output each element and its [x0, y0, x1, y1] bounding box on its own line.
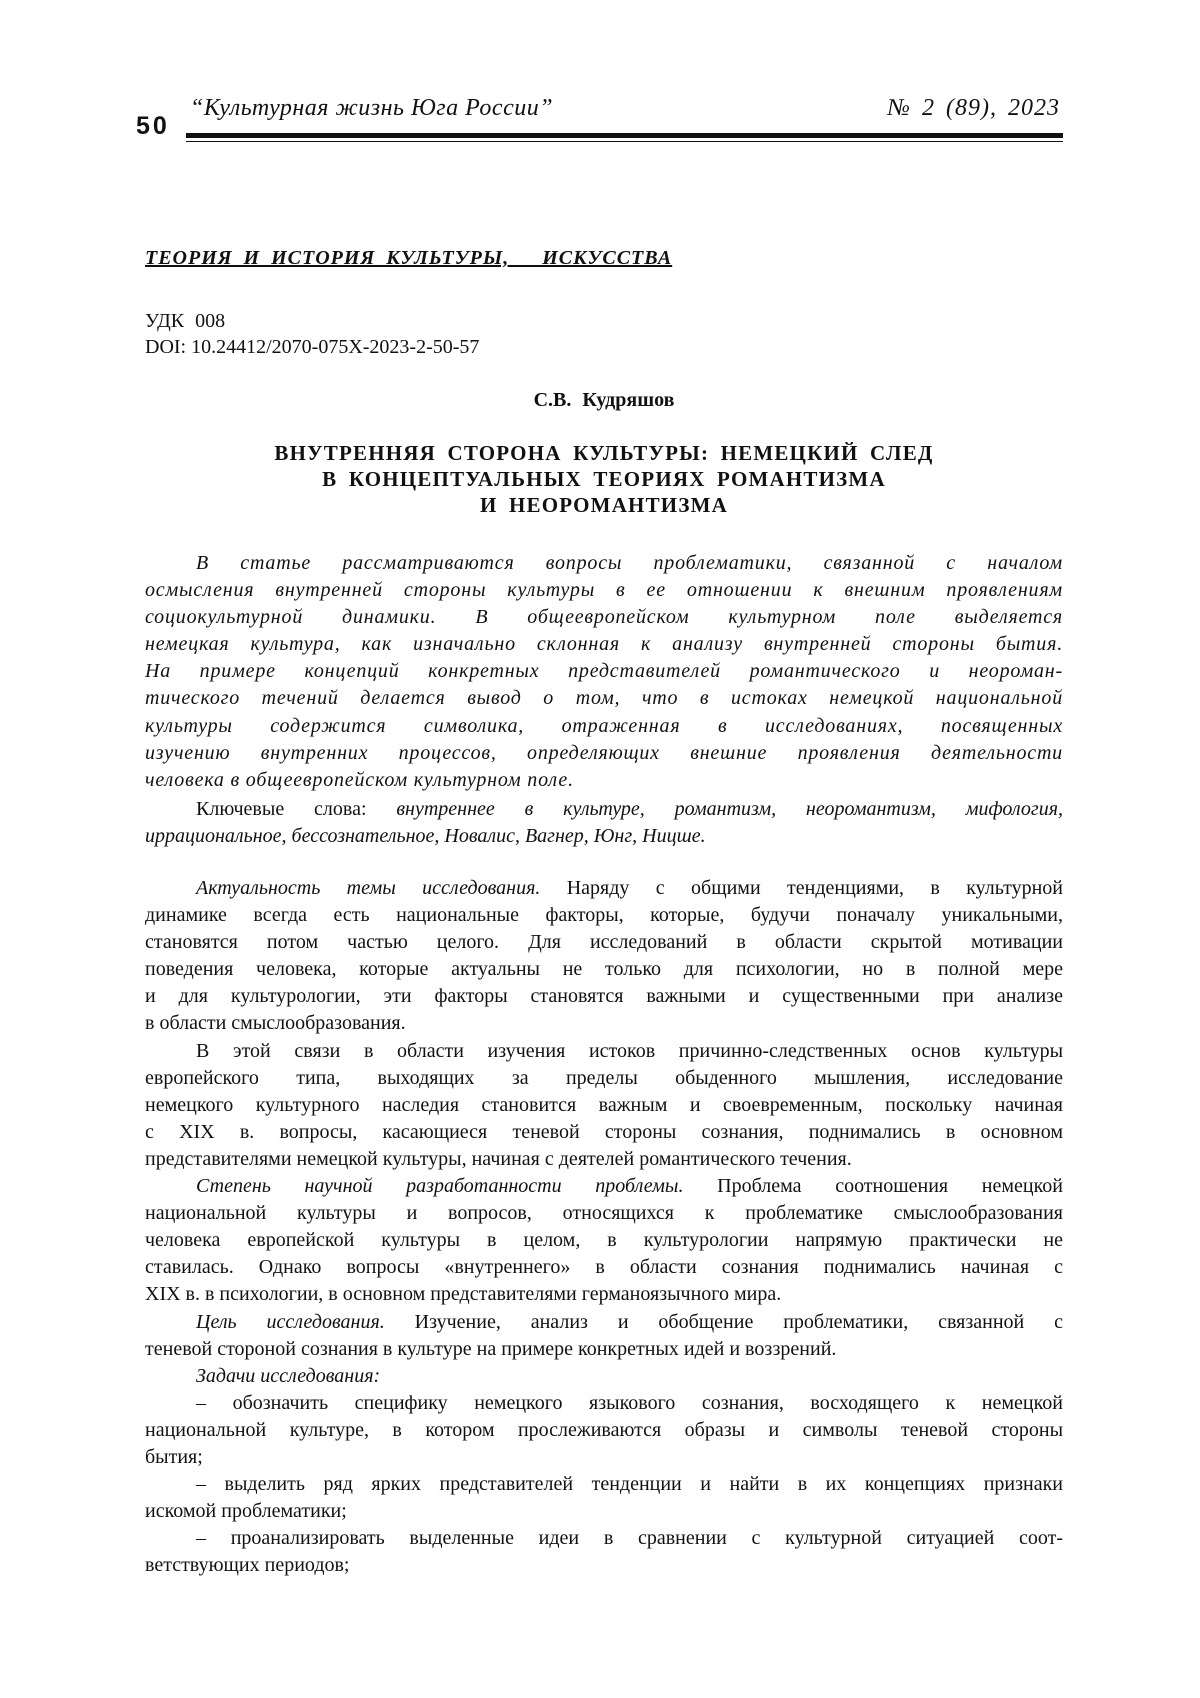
body-line: представителями немецкой культуры, начиная с деятелей романтического течения. [145, 1146, 1063, 1173]
page-number: 50 [136, 112, 170, 141]
body-line: искомой проблематики; [145, 1498, 1063, 1525]
body-line: – проанализировать выделенные идеи в сравнении с культурной ситуацией соот- [145, 1525, 1063, 1552]
body-line: человека европейской культуры в целом, в культурологии напрямую практически не [145, 1227, 1063, 1254]
body-line: в области смыслообразования. [145, 1010, 1063, 1037]
body-line: В этой связи в области изучения истоков причинно-следственных основ культуры [145, 1038, 1063, 1065]
abstract-line: культуры содержится символика, отраженная в исследованиях, посвященных [145, 713, 1063, 740]
body-line: поведения человека, которые актуальны не только для психологии, но в полной мере [145, 956, 1063, 983]
abstract-line: человека в общеевропейском культурном поле. [145, 767, 1063, 794]
body-line: становятся потом частью целого. Для исследований в области скрытой мотивации [145, 929, 1063, 956]
article-body [145, 875, 1063, 1579]
body-line [145, 1309, 1063, 1336]
keywords-text: внутреннее в культуре, романтизм, неоромантизм, мифология, [396, 798, 1063, 820]
body-line: национальной культуре, в котором прослеживаются образы и символы теневой стороны [145, 1417, 1063, 1444]
section-heading: ТЕОРИЯ И ИСТОРИЯ КУЛЬТУРЫ, ИСКУССТВА [145, 247, 672, 270]
abstract-line: В статье рассматриваются вопросы проблематики, связанной с началом [145, 550, 1063, 577]
abstract-line: осмысления внутренней стороны культуры в ее отношении к внешним проявлениям [145, 577, 1063, 604]
body-line: динамике всегда есть национальные факторы, которые, будучи поначалу уникальными, [145, 902, 1063, 929]
udk-code: УДК 008 [145, 310, 225, 333]
body-line: – выделить ряд ярких представителей тенденции и найти в их концепциях признаки [145, 1471, 1063, 1498]
actuality-lead: Актуальность темы исследования. [196, 877, 540, 899]
keywords [145, 796, 1063, 850]
body-line: ветствующих периодов; [145, 1552, 1063, 1579]
abstract-line: изучению внутренних процессов, определяющих внешние проявления деятельности [145, 740, 1063, 767]
keywords-line [145, 796, 1063, 823]
doi: DOI: 10.24412/2070-075X-2023-2-50-57 [145, 336, 479, 359]
keywords-line: иррациональное, бессознательное, Новалис, Вагнер, Юнг, Ницше. [145, 823, 1063, 850]
abstract-line: тического течений делается вывод о том, что в истоках немецкой национальной [145, 685, 1063, 712]
abstract-line: немецкая культура, как изначально склонная к анализу внутренней стороны бытия. [145, 631, 1063, 658]
title-line: В КОНЦЕПТУАЛЬНЫХ ТЕОРИЯХ РОМАНТИЗМА [145, 466, 1063, 492]
degree-lead: Степень научной разработанности проблемы. [196, 1175, 683, 1197]
keywords-label: Ключевые слова: [196, 798, 367, 820]
header-rule-thick [186, 133, 1063, 138]
body-line: – обозначить специфику немецкого языкового сознания, восходящего к немецкой [145, 1390, 1063, 1417]
body-text: Проблема соотношения немецкой [717, 1175, 1063, 1197]
body-text: Изучение, анализ и обобщение проблематики, связанной с [415, 1311, 1063, 1333]
body-line: бытия; [145, 1444, 1063, 1471]
abstract-line: На примере концепций конкретных представителей романтического и неороман- [145, 658, 1063, 685]
title-line: ВНУТРЕННЯЯ СТОРОНА КУЛЬТУРЫ: НЕМЕЦКИЙ СЛЕД [145, 440, 1063, 466]
body-line: европейского типа, выходящих за пределы обыденного мышления, исследование [145, 1065, 1063, 1092]
article-title [145, 440, 1063, 518]
abstract-line: социокультурной динамики. В общеевропейском культурном поле выделяется [145, 604, 1063, 631]
body-line [145, 1173, 1063, 1200]
abstract [145, 550, 1063, 794]
issue-number: № 2 (89), 2023 [887, 95, 1060, 122]
body-line: национальной культуры и вопросов, относящихся к проблематике смыслообразования [145, 1200, 1063, 1227]
author-name: С.В. Кудряшов [145, 389, 1063, 412]
header-rule-thin [186, 141, 1063, 142]
journal-title: “Культурная жизнь Юга России” [190, 95, 553, 122]
body-line: теневой стороной сознания в культуре на примере конкретных идей и воззрений. [145, 1336, 1063, 1363]
tasks-lead: Задачи исследования: [145, 1363, 1063, 1390]
body-line: ставилась. Однако вопросы «внутреннего» в области сознания поднимались начиная с [145, 1254, 1063, 1281]
body-line: XIX в. в психологии, в основном представителями германоязычного мира. [145, 1281, 1063, 1308]
body-text: Наряду с общими тенденциями, в культурной [567, 877, 1063, 899]
body-line: с XIX в. вопросы, касающиеся теневой стороны сознания, поднимались в основном [145, 1119, 1063, 1146]
body-line: и для культурологии, эти факторы становятся важными и существенными при анализе [145, 983, 1063, 1010]
title-line: И НЕОРОМАНТИЗМА [145, 492, 1063, 518]
body-line [145, 875, 1063, 902]
goal-lead: Цель исследования. [196, 1311, 385, 1333]
body-line: немецкого культурного наследия становится важным и своевременным, поскольку начиная [145, 1092, 1063, 1119]
